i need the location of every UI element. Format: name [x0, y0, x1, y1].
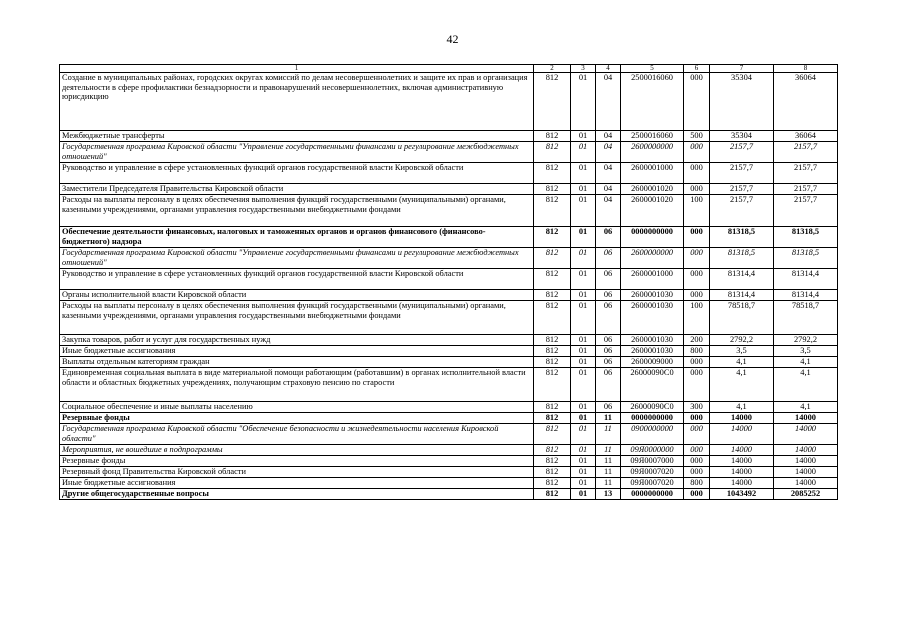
- table-row: [60, 478, 838, 489]
- expense-type-code: 000: [684, 184, 710, 195]
- row-name: Мероприятия, не вошедшие в подпрограммы: [60, 445, 534, 456]
- amount-year-2: 36064: [774, 131, 838, 142]
- code-column: 812: [534, 456, 571, 467]
- amount-year-1: 14000: [710, 467, 774, 478]
- subsection-code: 13: [596, 489, 621, 500]
- column-header: 2: [534, 65, 571, 73]
- code-column: 812: [534, 248, 571, 269]
- expense-type-code: 000: [684, 357, 710, 368]
- row-name: Закупка товаров, работ и услуг для государственных нужд: [60, 335, 534, 346]
- row-name: Органы исполнительной власти Кировской области: [60, 290, 534, 301]
- expense-type-code: 000: [684, 456, 710, 467]
- table-row: [60, 269, 838, 290]
- amount-year-2: 2157,7: [774, 195, 838, 227]
- section-code: 01: [571, 456, 596, 467]
- table-row: [60, 402, 838, 413]
- code-column: 812: [534, 227, 571, 248]
- row-name: Расходы на выплаты персоналу в целях обеспечения выполнения функций государственными (муниципальными) органами, казенными учреждениями, органами управления государственными внебюджетными фондами: [60, 301, 534, 335]
- table-row: [60, 456, 838, 467]
- code-column: 812: [534, 301, 571, 335]
- target-article-code: 2600001030: [621, 301, 684, 335]
- amount-year-2: 81314,4: [774, 290, 838, 301]
- table-row: [60, 248, 838, 269]
- expense-type-code: 000: [684, 467, 710, 478]
- target-article-code: 2600001020: [621, 195, 684, 227]
- target-article-code: 2600001030: [621, 290, 684, 301]
- table-row: [60, 142, 838, 163]
- code-column: 812: [534, 357, 571, 368]
- amount-year-2: 14000: [774, 424, 838, 445]
- code-column: 812: [534, 424, 571, 445]
- amount-year-1: 4,1: [710, 357, 774, 368]
- subsection-code: 06: [596, 346, 621, 357]
- subsection-code: 06: [596, 290, 621, 301]
- row-name: Заместители Председателя Правительства Кировской области: [60, 184, 534, 195]
- budget-table: [59, 64, 838, 500]
- subsection-code: 06: [596, 357, 621, 368]
- code-column: 812: [534, 195, 571, 227]
- table-row: [60, 357, 838, 368]
- section-code: 01: [571, 357, 596, 368]
- target-article-code: 0000000000: [621, 489, 684, 500]
- amount-year-1: 2157,7: [710, 142, 774, 163]
- section-code: 01: [571, 73, 596, 131]
- amount-year-2: 2157,7: [774, 142, 838, 163]
- subsection-code: 11: [596, 467, 621, 478]
- amount-year-1: 35304: [710, 73, 774, 131]
- section-code: 01: [571, 269, 596, 290]
- code-column: 812: [534, 131, 571, 142]
- row-name: Единовременная социальная выплата в виде материальной помощи работающим (работавшим) в органах исполнительной власти области и областных бюджетных учреждениях, получающим страховую пенсию по старости: [60, 368, 534, 402]
- amount-year-2: 4,1: [774, 402, 838, 413]
- amount-year-1: 81314,4: [710, 269, 774, 290]
- amount-year-2: 4,1: [774, 357, 838, 368]
- row-name: Руководство и управление в сфере установленных функций органов государственной власти Кировской области: [60, 163, 534, 184]
- target-article-code: 0000000000: [621, 227, 684, 248]
- column-header: 3: [571, 65, 596, 73]
- subsection-code: 06: [596, 402, 621, 413]
- table-row: [60, 413, 838, 424]
- target-article-code: 0000000000: [621, 413, 684, 424]
- target-article-code: 2500016060: [621, 131, 684, 142]
- target-article-code: 2600001000: [621, 163, 684, 184]
- amount-year-1: 2157,7: [710, 195, 774, 227]
- table-row: [60, 290, 838, 301]
- amount-year-1: 2792,2: [710, 335, 774, 346]
- expense-type-code: 000: [684, 227, 710, 248]
- subsection-code: 06: [596, 301, 621, 335]
- section-code: 01: [571, 195, 596, 227]
- subsection-code: 06: [596, 248, 621, 269]
- expense-type-code: 800: [684, 478, 710, 489]
- target-article-code: 2600001020: [621, 184, 684, 195]
- table-row: [60, 301, 838, 335]
- target-article-code: 26000090C0: [621, 368, 684, 402]
- row-name: Государственная программа Кировской области "Управление государственными финансами и регулирование межбюджетных отношений": [60, 142, 534, 163]
- table-row: [60, 163, 838, 184]
- subsection-code: 11: [596, 445, 621, 456]
- target-article-code: 09Я0007020: [621, 478, 684, 489]
- code-column: 812: [534, 478, 571, 489]
- expense-type-code: 000: [684, 368, 710, 402]
- page-number: 42: [446, 32, 459, 46]
- table-row: [60, 73, 838, 131]
- amount-year-1: 4,1: [710, 402, 774, 413]
- expense-type-code: 800: [684, 346, 710, 357]
- subsection-code: 06: [596, 269, 621, 290]
- amount-year-1: 35304: [710, 131, 774, 142]
- target-article-code: 2500016060: [621, 73, 684, 131]
- row-name: Иные бюджетные ассигнования: [60, 478, 534, 489]
- amount-year-2: 3,5: [774, 346, 838, 357]
- table-row: [60, 131, 838, 142]
- amount-year-1: 81318,5: [710, 227, 774, 248]
- table-row: [60, 346, 838, 357]
- code-column: 812: [534, 368, 571, 402]
- table-row: [60, 227, 838, 248]
- row-name: Расходы на выплаты персоналу в целях обеспечения выполнения функций государственными (муниципальными) органами, казенными учреждениями, органами управления государственными внебюджетными фондами: [60, 195, 534, 227]
- row-name: Государственная программа Кировской области "Управление государственными финансами и регулирование межбюджетных отношений": [60, 248, 534, 269]
- amount-year-2: 14000: [774, 445, 838, 456]
- amount-year-1: 14000: [710, 445, 774, 456]
- subsection-code: 04: [596, 195, 621, 227]
- amount-year-2: 14000: [774, 478, 838, 489]
- code-column: 812: [534, 445, 571, 456]
- column-header: 5: [621, 65, 684, 73]
- subsection-code: 06: [596, 227, 621, 248]
- expense-type-code: 300: [684, 402, 710, 413]
- subsection-code: 04: [596, 131, 621, 142]
- code-column: 812: [534, 269, 571, 290]
- subsection-code: 11: [596, 424, 621, 445]
- expense-type-code: 000: [684, 163, 710, 184]
- row-name: Межбюджетные трансферты: [60, 131, 534, 142]
- amount-year-2: 14000: [774, 413, 838, 424]
- target-article-code: 09Я0007020: [621, 467, 684, 478]
- amount-year-2: 4,1: [774, 368, 838, 402]
- amount-year-1: 14000: [710, 424, 774, 445]
- target-article-code: 2600000000: [621, 142, 684, 163]
- section-code: 01: [571, 248, 596, 269]
- target-article-code: 2600001030: [621, 346, 684, 357]
- amount-year-2: 2157,7: [774, 163, 838, 184]
- code-column: 812: [534, 184, 571, 195]
- amount-year-1: 4,1: [710, 368, 774, 402]
- subsection-code: 06: [596, 335, 621, 346]
- code-column: 812: [534, 413, 571, 424]
- expense-type-code: 100: [684, 195, 710, 227]
- code-column: 812: [534, 163, 571, 184]
- subsection-code: 06: [596, 368, 621, 402]
- target-article-code: 2600001030: [621, 335, 684, 346]
- section-code: 01: [571, 467, 596, 478]
- table-row: [60, 368, 838, 402]
- subsection-code: 11: [596, 456, 621, 467]
- code-column: 812: [534, 73, 571, 131]
- code-column: 812: [534, 290, 571, 301]
- subsection-code: 11: [596, 413, 621, 424]
- amount-year-1: 81314,4: [710, 290, 774, 301]
- section-code: 01: [571, 424, 596, 445]
- subsection-code: 04: [596, 142, 621, 163]
- expense-type-code: 000: [684, 142, 710, 163]
- amount-year-2: 81318,5: [774, 248, 838, 269]
- target-article-code: 2600000000: [621, 248, 684, 269]
- amount-year-1: 2157,7: [710, 184, 774, 195]
- section-code: 01: [571, 142, 596, 163]
- expense-type-code: 000: [684, 424, 710, 445]
- amount-year-1: 14000: [710, 478, 774, 489]
- section-code: 01: [571, 335, 596, 346]
- code-column: 812: [534, 489, 571, 500]
- table-row: [60, 195, 838, 227]
- row-name: Создание в муниципальных районах, городских округах комиссий по делам несовершеннолетних и защите их прав и организация деятельности в сфере профилактики безнадзорности и правонарушений несовершеннолетних, включая административную юрисдикцию: [60, 73, 534, 131]
- table-row: [60, 335, 838, 346]
- amount-year-2: 14000: [774, 467, 838, 478]
- column-header: 7: [710, 65, 774, 73]
- code-column: 812: [534, 467, 571, 478]
- table-row: [60, 467, 838, 478]
- section-code: 01: [571, 478, 596, 489]
- amount-year-2: 2792,2: [774, 335, 838, 346]
- amount-year-2: 2157,7: [774, 184, 838, 195]
- column-header: 6: [684, 65, 710, 73]
- column-header-row: [60, 65, 838, 73]
- row-name: Социальное обеспечение и иные выплаты населению: [60, 402, 534, 413]
- amount-year-1: 81318,5: [710, 248, 774, 269]
- code-column: 812: [534, 402, 571, 413]
- amount-year-2: 14000: [774, 456, 838, 467]
- expense-type-code: 000: [684, 290, 710, 301]
- amount-year-2: 81318,5: [774, 227, 838, 248]
- amount-year-2: 78518,7: [774, 301, 838, 335]
- amount-year-1: 3,5: [710, 346, 774, 357]
- row-name: Выплаты отдельным категориям граждан: [60, 357, 534, 368]
- section-code: 01: [571, 489, 596, 500]
- amount-year-1: 14000: [710, 413, 774, 424]
- amount-year-1: 1043492: [710, 489, 774, 500]
- subsection-code: 04: [596, 184, 621, 195]
- target-article-code: 2600009000: [621, 357, 684, 368]
- section-code: 01: [571, 301, 596, 335]
- section-code: 01: [571, 413, 596, 424]
- column-header: 8: [774, 65, 838, 73]
- row-name: Государственная программа Кировской области "Обеспечение безопасности и жизнедеятельности населения Кировской области": [60, 424, 534, 445]
- row-name: Резервные фонды: [60, 456, 534, 467]
- row-name: Обеспечение деятельности финансовых, налоговых и таможенных органов и органов финансового (финансово-бюджетного) надзора: [60, 227, 534, 248]
- section-code: 01: [571, 346, 596, 357]
- target-article-code: 09Я0000000: [621, 445, 684, 456]
- target-article-code: 26000090C0: [621, 402, 684, 413]
- section-code: 01: [571, 402, 596, 413]
- code-column: 812: [534, 335, 571, 346]
- amount-year-1: 14000: [710, 456, 774, 467]
- section-code: 01: [571, 131, 596, 142]
- section-code: 01: [571, 445, 596, 456]
- expense-type-code: 000: [684, 73, 710, 131]
- section-code: 01: [571, 290, 596, 301]
- expense-type-code: 000: [684, 489, 710, 500]
- column-header: 4: [596, 65, 621, 73]
- row-name: Резервный фонд Правительства Кировской области: [60, 467, 534, 478]
- amount-year-1: 2157,7: [710, 163, 774, 184]
- expense-type-code: 000: [684, 269, 710, 290]
- section-code: 01: [571, 227, 596, 248]
- expense-type-code: 000: [684, 248, 710, 269]
- row-name: Руководство и управление в сфере установленных функций органов государственной власти Кировской области: [60, 269, 534, 290]
- expense-type-code: 000: [684, 413, 710, 424]
- table-row: [60, 489, 838, 500]
- target-article-code: 0900000000: [621, 424, 684, 445]
- code-column: 812: [534, 346, 571, 357]
- table-row: [60, 424, 838, 445]
- target-article-code: 09Я0007000: [621, 456, 684, 467]
- section-code: 01: [571, 368, 596, 402]
- amount-year-2: 81314,4: [774, 269, 838, 290]
- subsection-code: 11: [596, 478, 621, 489]
- expense-type-code: 500: [684, 131, 710, 142]
- expense-type-code: 100: [684, 301, 710, 335]
- section-code: 01: [571, 184, 596, 195]
- code-column: 812: [534, 142, 571, 163]
- amount-year-1: 78518,7: [710, 301, 774, 335]
- subsection-code: 04: [596, 163, 621, 184]
- target-article-code: 2600001000: [621, 269, 684, 290]
- row-name: Другие общегосударственные вопросы: [60, 489, 534, 500]
- row-name: Резервные фонды: [60, 413, 534, 424]
- row-name: Иные бюджетные ассигнования: [60, 346, 534, 357]
- expense-type-code: 000: [684, 445, 710, 456]
- section-code: 01: [571, 163, 596, 184]
- column-header: 1: [60, 65, 534, 73]
- amount-year-2: 2085252: [774, 489, 838, 500]
- subsection-code: 04: [596, 73, 621, 131]
- expense-type-code: 200: [684, 335, 710, 346]
- table-row: [60, 445, 838, 456]
- table-row: [60, 184, 838, 195]
- amount-year-2: 36064: [774, 73, 838, 131]
